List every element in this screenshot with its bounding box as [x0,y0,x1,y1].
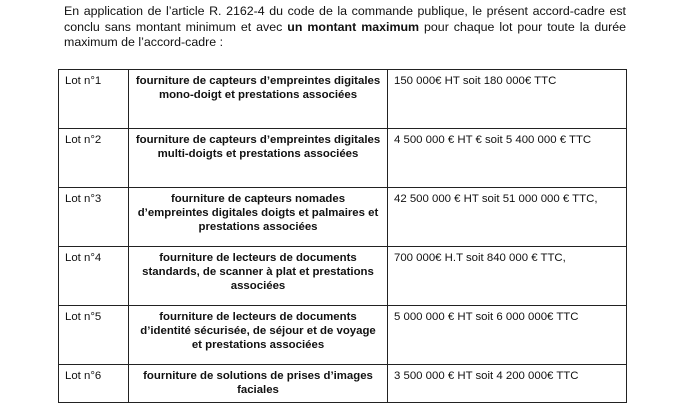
table-row-lot-3 [59,188,627,247]
lot-amount: 150 000€ HT soit 180 000€ TTC [388,70,627,129]
lot-amount: 3 500 000 € HT soit 4 200 000€ TTC [388,365,627,403]
table-row-lot-5 [59,306,627,365]
lot-number: Lot n°2 [59,129,129,188]
lot-description: fourniture de lecteurs de documents standards, de scanner à plat et prestations associées [129,247,388,306]
lot-number: Lot n°4 [59,247,129,306]
lot-amount: 5 000 000 € HT soit 6 000 000€ TTC [388,306,627,365]
lot-description: fourniture de capteurs d’empreintes digitales multi-doigts et prestations associées [129,129,388,188]
lot-number: Lot n°6 [59,365,129,403]
lot-number: Lot n°3 [59,188,129,247]
lot-amount: 4 500 000 € HT € soit 5 400 000 € TTC [388,129,627,188]
lot-number: Lot n°1 [59,70,129,129]
lot-description: fourniture de solutions de prises d’images faciales [129,365,388,403]
table-row-lot-4 [59,247,627,306]
lot-amount: 700 000€ H.T soit 840 000 € TTC, [388,247,627,306]
lot-description: fourniture de lecteurs de documents d’identité sécurisée, de séjour et de voyage et prestations associées [129,306,388,365]
table-row-lot-1 [59,70,627,129]
lot-amount: 42 500 000 € HT soit 51 000 000 € TTC, [388,188,627,247]
lot-description: fourniture de capteurs nomades d’empreintes digitales doigts et palmaires et prestations associées [129,188,388,247]
table-row-lot-2 [59,129,627,188]
intro-paragraph [64,4,626,51]
intro-text-end: pour chaque lot pour toute la durée maximum de l’accord-cadre : [64,19,627,49]
lot-number: Lot n°5 [59,306,129,365]
table-row-lot-6 [59,365,627,403]
intro-text-start: En application de l’article R. 2162-4 du code de la commande publique, le présent accord-cadre est conclu sans montant minimum et avec [64,4,626,34]
lots-table [58,69,627,403]
lot-description: fourniture de capteurs d’empreintes digitales mono-doigt et prestations associées [129,70,388,129]
intro-text-bold: un montant maximum [287,19,420,34]
